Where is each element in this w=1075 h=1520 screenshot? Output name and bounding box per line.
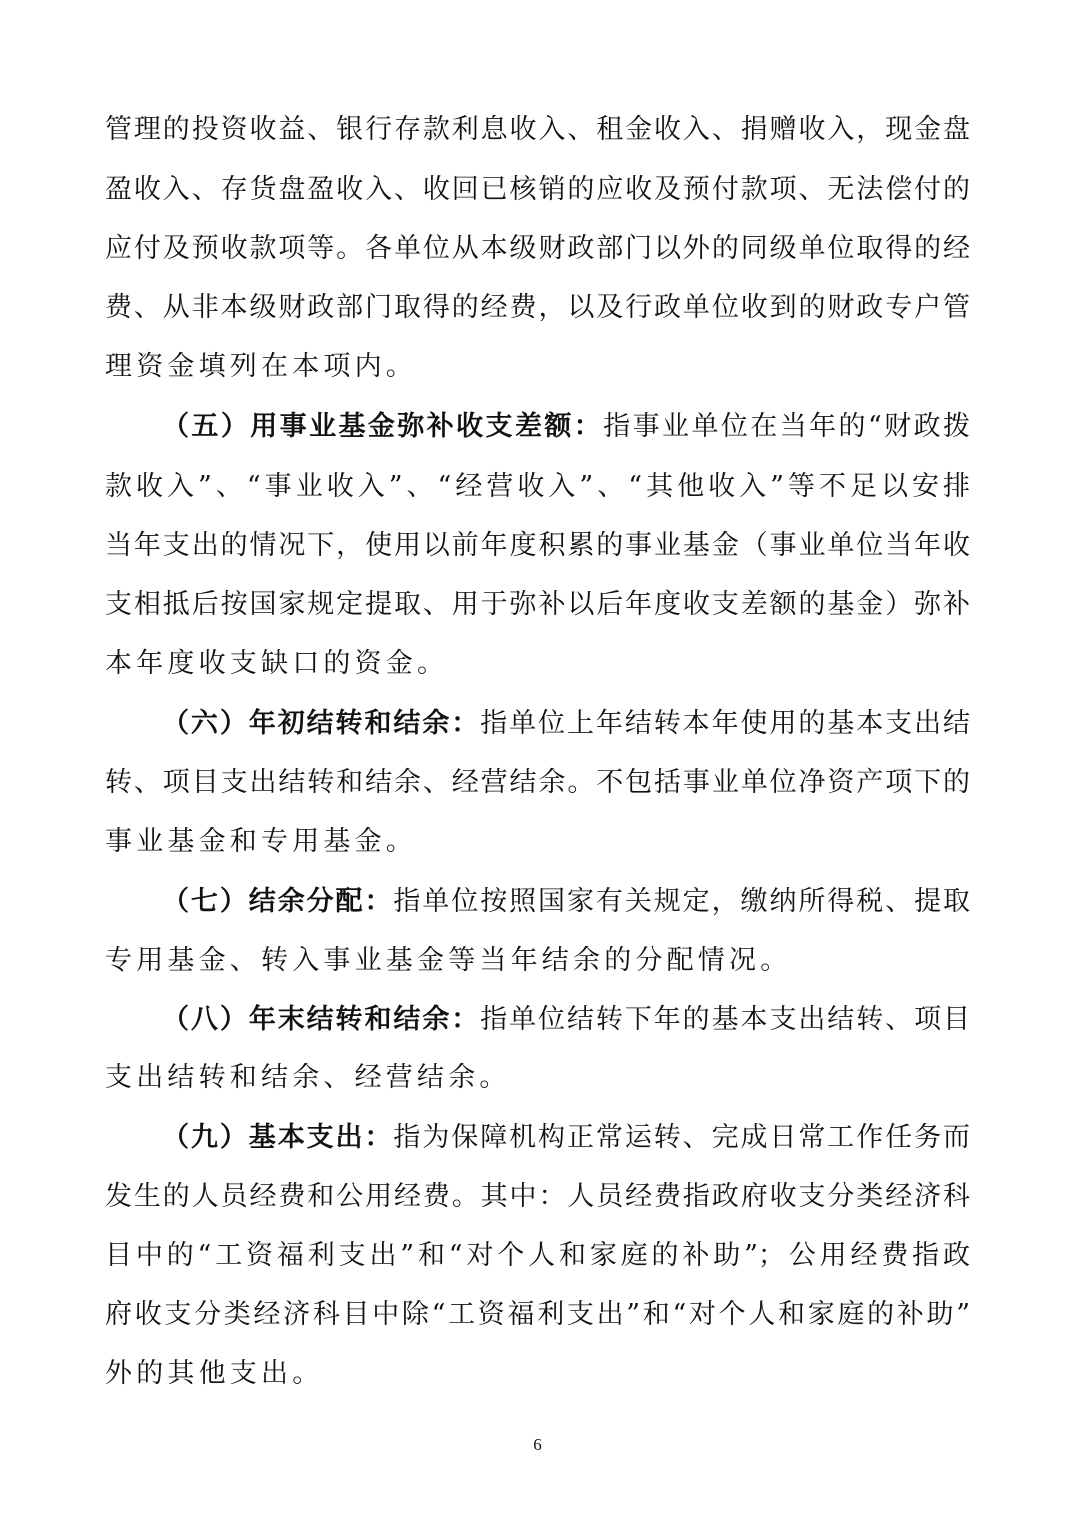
line-text: 专用基金、转入事业基金等当年结余的分配情况。	[105, 945, 792, 976]
line-text: 支相抵后按国家规定提取、用于弥补以后年度收支差额的基金）弥补	[105, 589, 970, 620]
line-text: 指单位上年结转本年使用的基本支出结	[480, 708, 971, 739]
line-text: 外的其他支出。	[105, 1358, 324, 1389]
line-text: 应付及预收款项等。各单位从本级财政部门以外的同级单位取得的经	[105, 233, 970, 264]
text-line	[105, 1048, 970, 1107]
text-line	[105, 1226, 970, 1285]
line-text: 理资金填列在本项内。	[105, 351, 417, 382]
page-number: 6	[533, 1435, 542, 1454]
line-text: 管理的投资收益、银行存款利息收入、租金收入、捐赠收入，现金盘	[105, 114, 970, 145]
line-text: 事业基金和专用基金。	[105, 826, 417, 857]
line-text: 转、项目支出结转和结余、经营结余。不包括事业单位净资产项下的	[105, 767, 970, 798]
section-heading: （八）年末结转和结余：	[162, 1004, 481, 1035]
line-text: 款收入”、“事业收入”、“经营收入”、“其他收入”等不足以安排	[105, 471, 970, 502]
line-text: 盈收入、存货盘盈收入、收回已核销的应收及预付款项、无法偿付的	[105, 174, 970, 205]
text-line	[105, 575, 970, 634]
line-text: 本年度收支缺口的资金。	[105, 648, 449, 679]
section-heading-line	[162, 872, 970, 931]
section-heading: （六）年初结转和结余：	[162, 708, 481, 739]
text-line	[105, 278, 970, 337]
line-text: 指事业单位在当年的“财政拨	[603, 411, 970, 442]
line-text: 指单位结转下年的基本支出结转、项目	[480, 1004, 971, 1035]
section-heading-line	[162, 1108, 970, 1167]
text-line	[105, 753, 970, 812]
section-heading: （七）结余分配：	[162, 886, 394, 917]
section-heading-line	[162, 694, 970, 753]
text-line	[105, 516, 970, 575]
text-line	[105, 219, 970, 278]
section-heading: （五）用事业基金弥补收支差额：	[162, 411, 604, 442]
section-heading: （九）基本支出：	[162, 1122, 394, 1153]
line-text: 支出结转和结余、经营结余。	[105, 1062, 511, 1093]
text-line	[105, 812, 970, 871]
text-line	[105, 1167, 970, 1226]
line-text: 指单位按照国家有关规定，缴纳所得税、提取	[393, 886, 971, 917]
text-line	[105, 1285, 970, 1344]
section-heading-line	[162, 990, 970, 1049]
text-line	[105, 1344, 970, 1403]
text-line	[105, 100, 970, 159]
line-text: 目中的“工资福利支出”和“对个人和家庭的补助”；公用经费指政	[105, 1240, 970, 1271]
line-text: 指为保障机构正常运转、完成日常工作任务而	[393, 1122, 971, 1153]
text-line	[105, 634, 970, 693]
line-text: 费、从非本级财政部门取得的经费，以及行政单位收到的财政专户管	[105, 292, 970, 323]
text-line	[105, 160, 970, 219]
section-heading-line	[162, 397, 970, 456]
line-text: 发生的人员经费和公用经费。其中：人员经费指政府收支分类经济科	[105, 1181, 970, 1212]
line-text: 当年支出的情况下，使用以前年度积累的事业基金（事业单位当年收	[105, 530, 970, 561]
text-line	[105, 931, 970, 990]
text-line	[105, 337, 970, 396]
text-line	[105, 457, 970, 516]
line-text: 府收支分类经济科目中除“工资福利支出”和“对个人和家庭的补助”	[105, 1299, 970, 1330]
